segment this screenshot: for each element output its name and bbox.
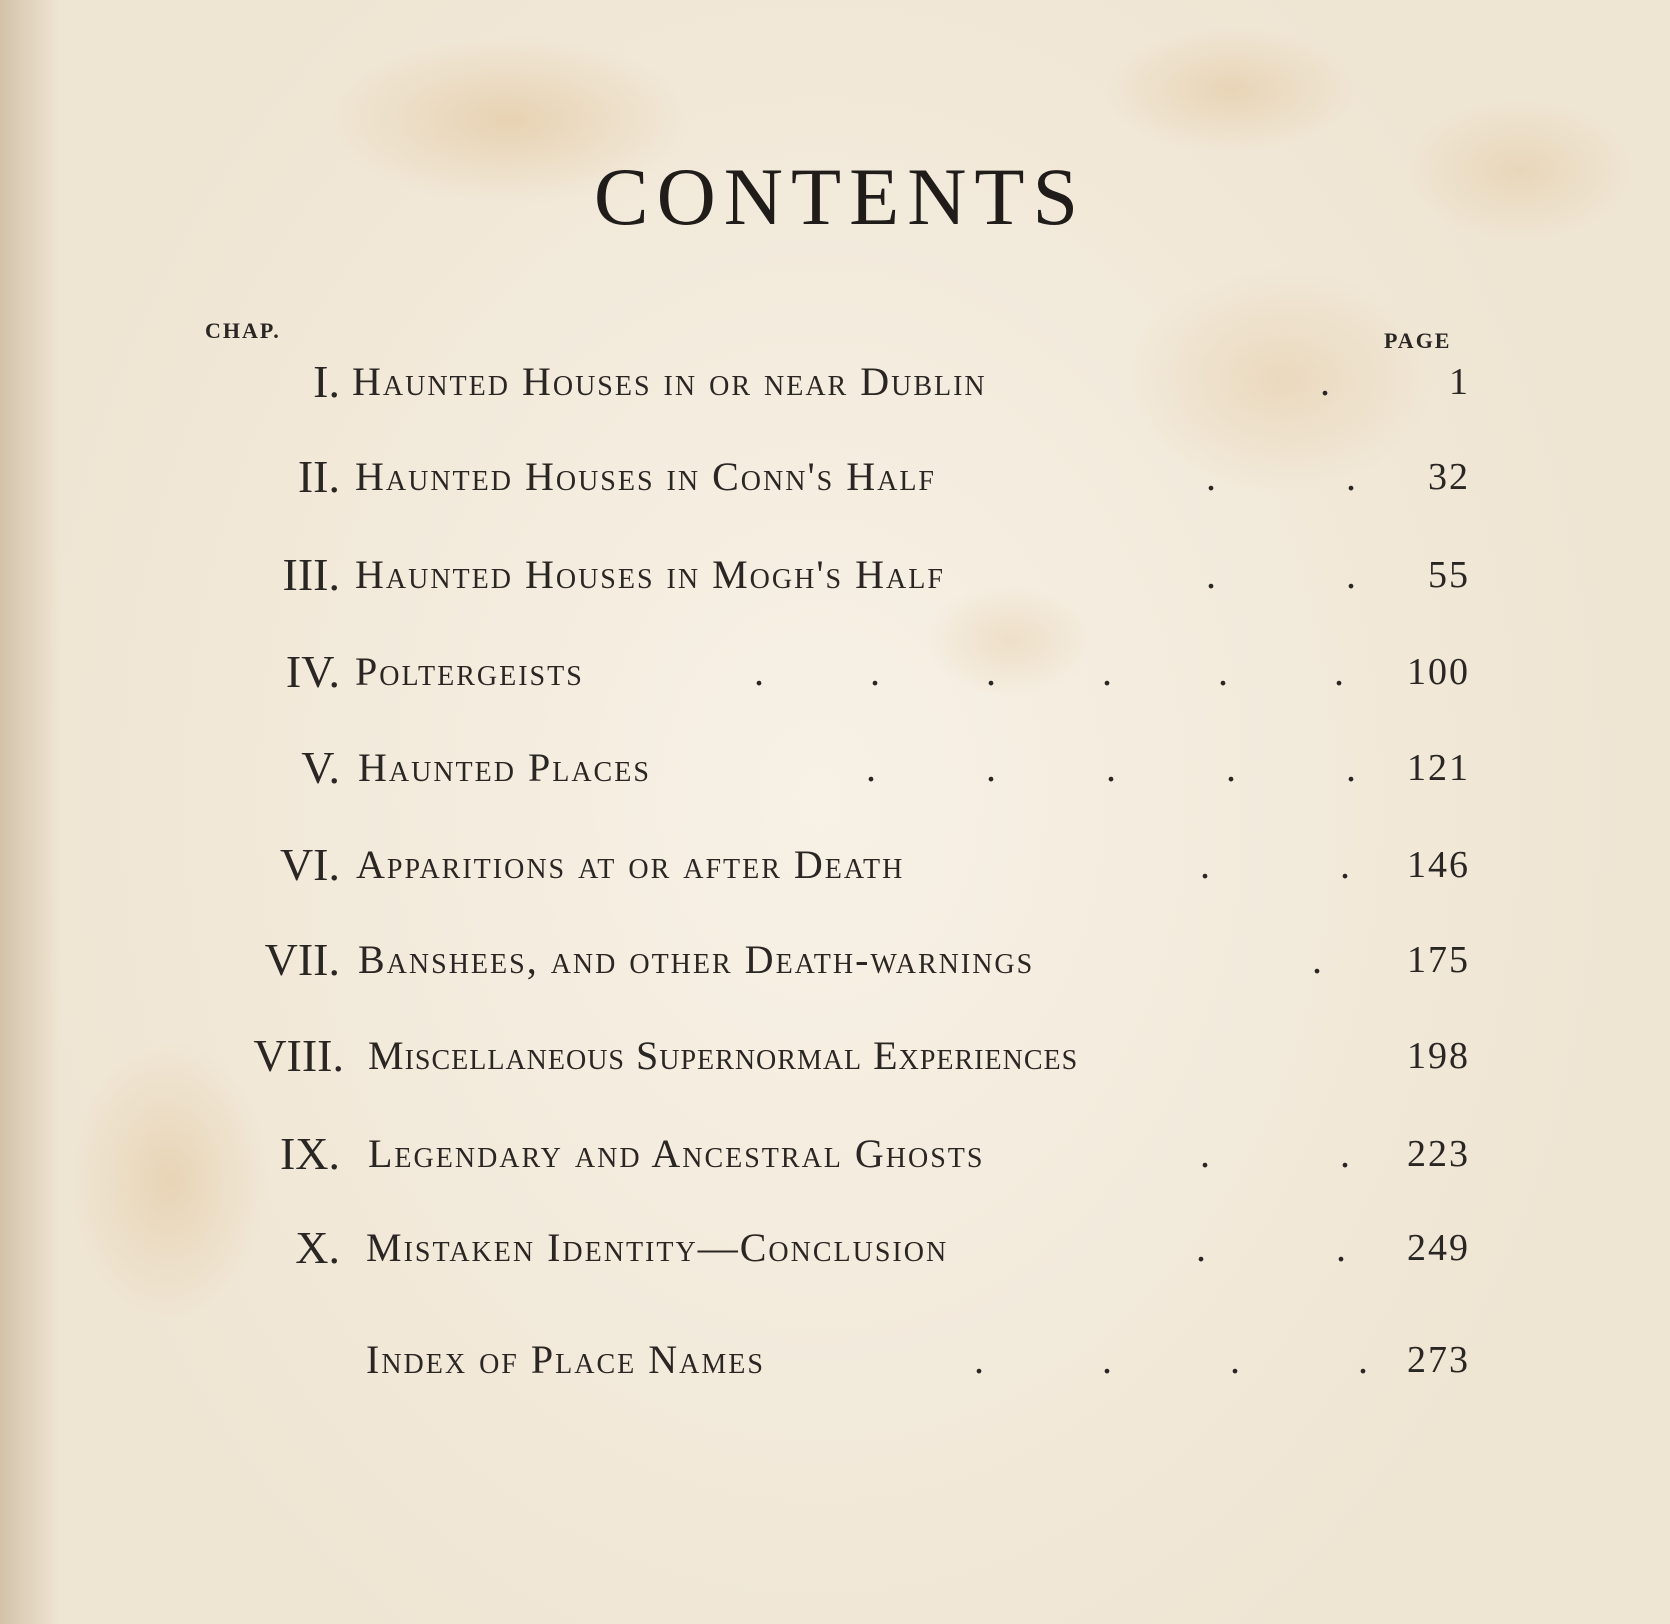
chapter-column-label: CHAP.: [205, 318, 281, 343]
toc-entry: [0, 835, 1670, 895]
chapter-number: IV.: [285, 646, 340, 697]
dot-leaders: . . . . . .: [754, 649, 1392, 694]
toc-entry: [0, 545, 1670, 605]
dot-leaders: . .: [1200, 1131, 1410, 1176]
index-title: Index of Place Names: [366, 1337, 765, 1382]
page-number: 273: [1407, 1339, 1470, 1381]
page-number: 55: [1428, 554, 1470, 596]
chapter-title: Legendary and Ancestral Ghosts: [368, 1131, 985, 1176]
chapter-title: Poltergeists: [355, 649, 584, 694]
toc-entry: [0, 642, 1670, 702]
dot-leaders: . . . .: [974, 1337, 1422, 1382]
page-number: 121: [1407, 747, 1470, 789]
toc-entry: [0, 930, 1670, 990]
dot-leaders: . .: [1200, 842, 1410, 887]
chapter-number: IX.: [279, 1128, 340, 1179]
toc-entry: [0, 1026, 1670, 1086]
toc-entry: [0, 1218, 1670, 1278]
chapter-number: VIII.: [253, 1030, 344, 1081]
dot-leaders: .: [1312, 937, 1382, 982]
chapter-title: Haunted Houses in Conn's Half: [355, 454, 937, 499]
chapter-number: I.: [313, 356, 340, 407]
toc-entry: [0, 352, 1670, 412]
page-title: CONTENTS: [593, 151, 1087, 242]
chapter-title: Mistaken Identity—Conclusion: [366, 1225, 949, 1270]
page-number: 198: [1407, 1035, 1470, 1077]
chapter-title: Haunted Places: [358, 745, 651, 790]
dot-leaders: . .: [1206, 552, 1416, 597]
chapter-number: VII.: [264, 934, 340, 985]
dot-leaders: . . . . .: [866, 745, 1406, 790]
toc-entry: [0, 738, 1670, 798]
chapter-title: Banshees, and other Death-warnings: [358, 937, 1035, 982]
page-number: 146: [1407, 844, 1470, 886]
chapter-number: III.: [282, 549, 340, 600]
chapter-number: II.: [297, 451, 340, 502]
page-number: 100: [1407, 651, 1470, 693]
chapter-title: Miscellaneous Supernormal Experiences: [368, 1033, 1079, 1078]
page-number: 223: [1407, 1133, 1470, 1175]
page-number: 175: [1407, 939, 1470, 981]
toc-entry: [0, 447, 1670, 507]
page-column-label: PAGE: [1384, 328, 1452, 353]
dot-leaders: . .: [1206, 454, 1416, 499]
dot-leaders: .: [1320, 359, 1390, 404]
chapter-title: Apparitions at or after Death: [356, 842, 905, 887]
page-number: 1: [1449, 361, 1470, 403]
page-number: 249: [1407, 1227, 1470, 1269]
toc-entry: [0, 1330, 1670, 1390]
chapter-number: X.: [295, 1222, 340, 1273]
chapter-number: V.: [301, 742, 340, 793]
chapter-title: Haunted Houses in or near Dublin: [352, 359, 987, 404]
page-number: 32: [1428, 456, 1470, 498]
toc-entry: [0, 1124, 1670, 1184]
dot-leaders: . .: [1196, 1225, 1406, 1270]
chapter-title: Haunted Houses in Mogh's Half: [355, 552, 945, 597]
chapter-number: VI.: [279, 839, 340, 890]
